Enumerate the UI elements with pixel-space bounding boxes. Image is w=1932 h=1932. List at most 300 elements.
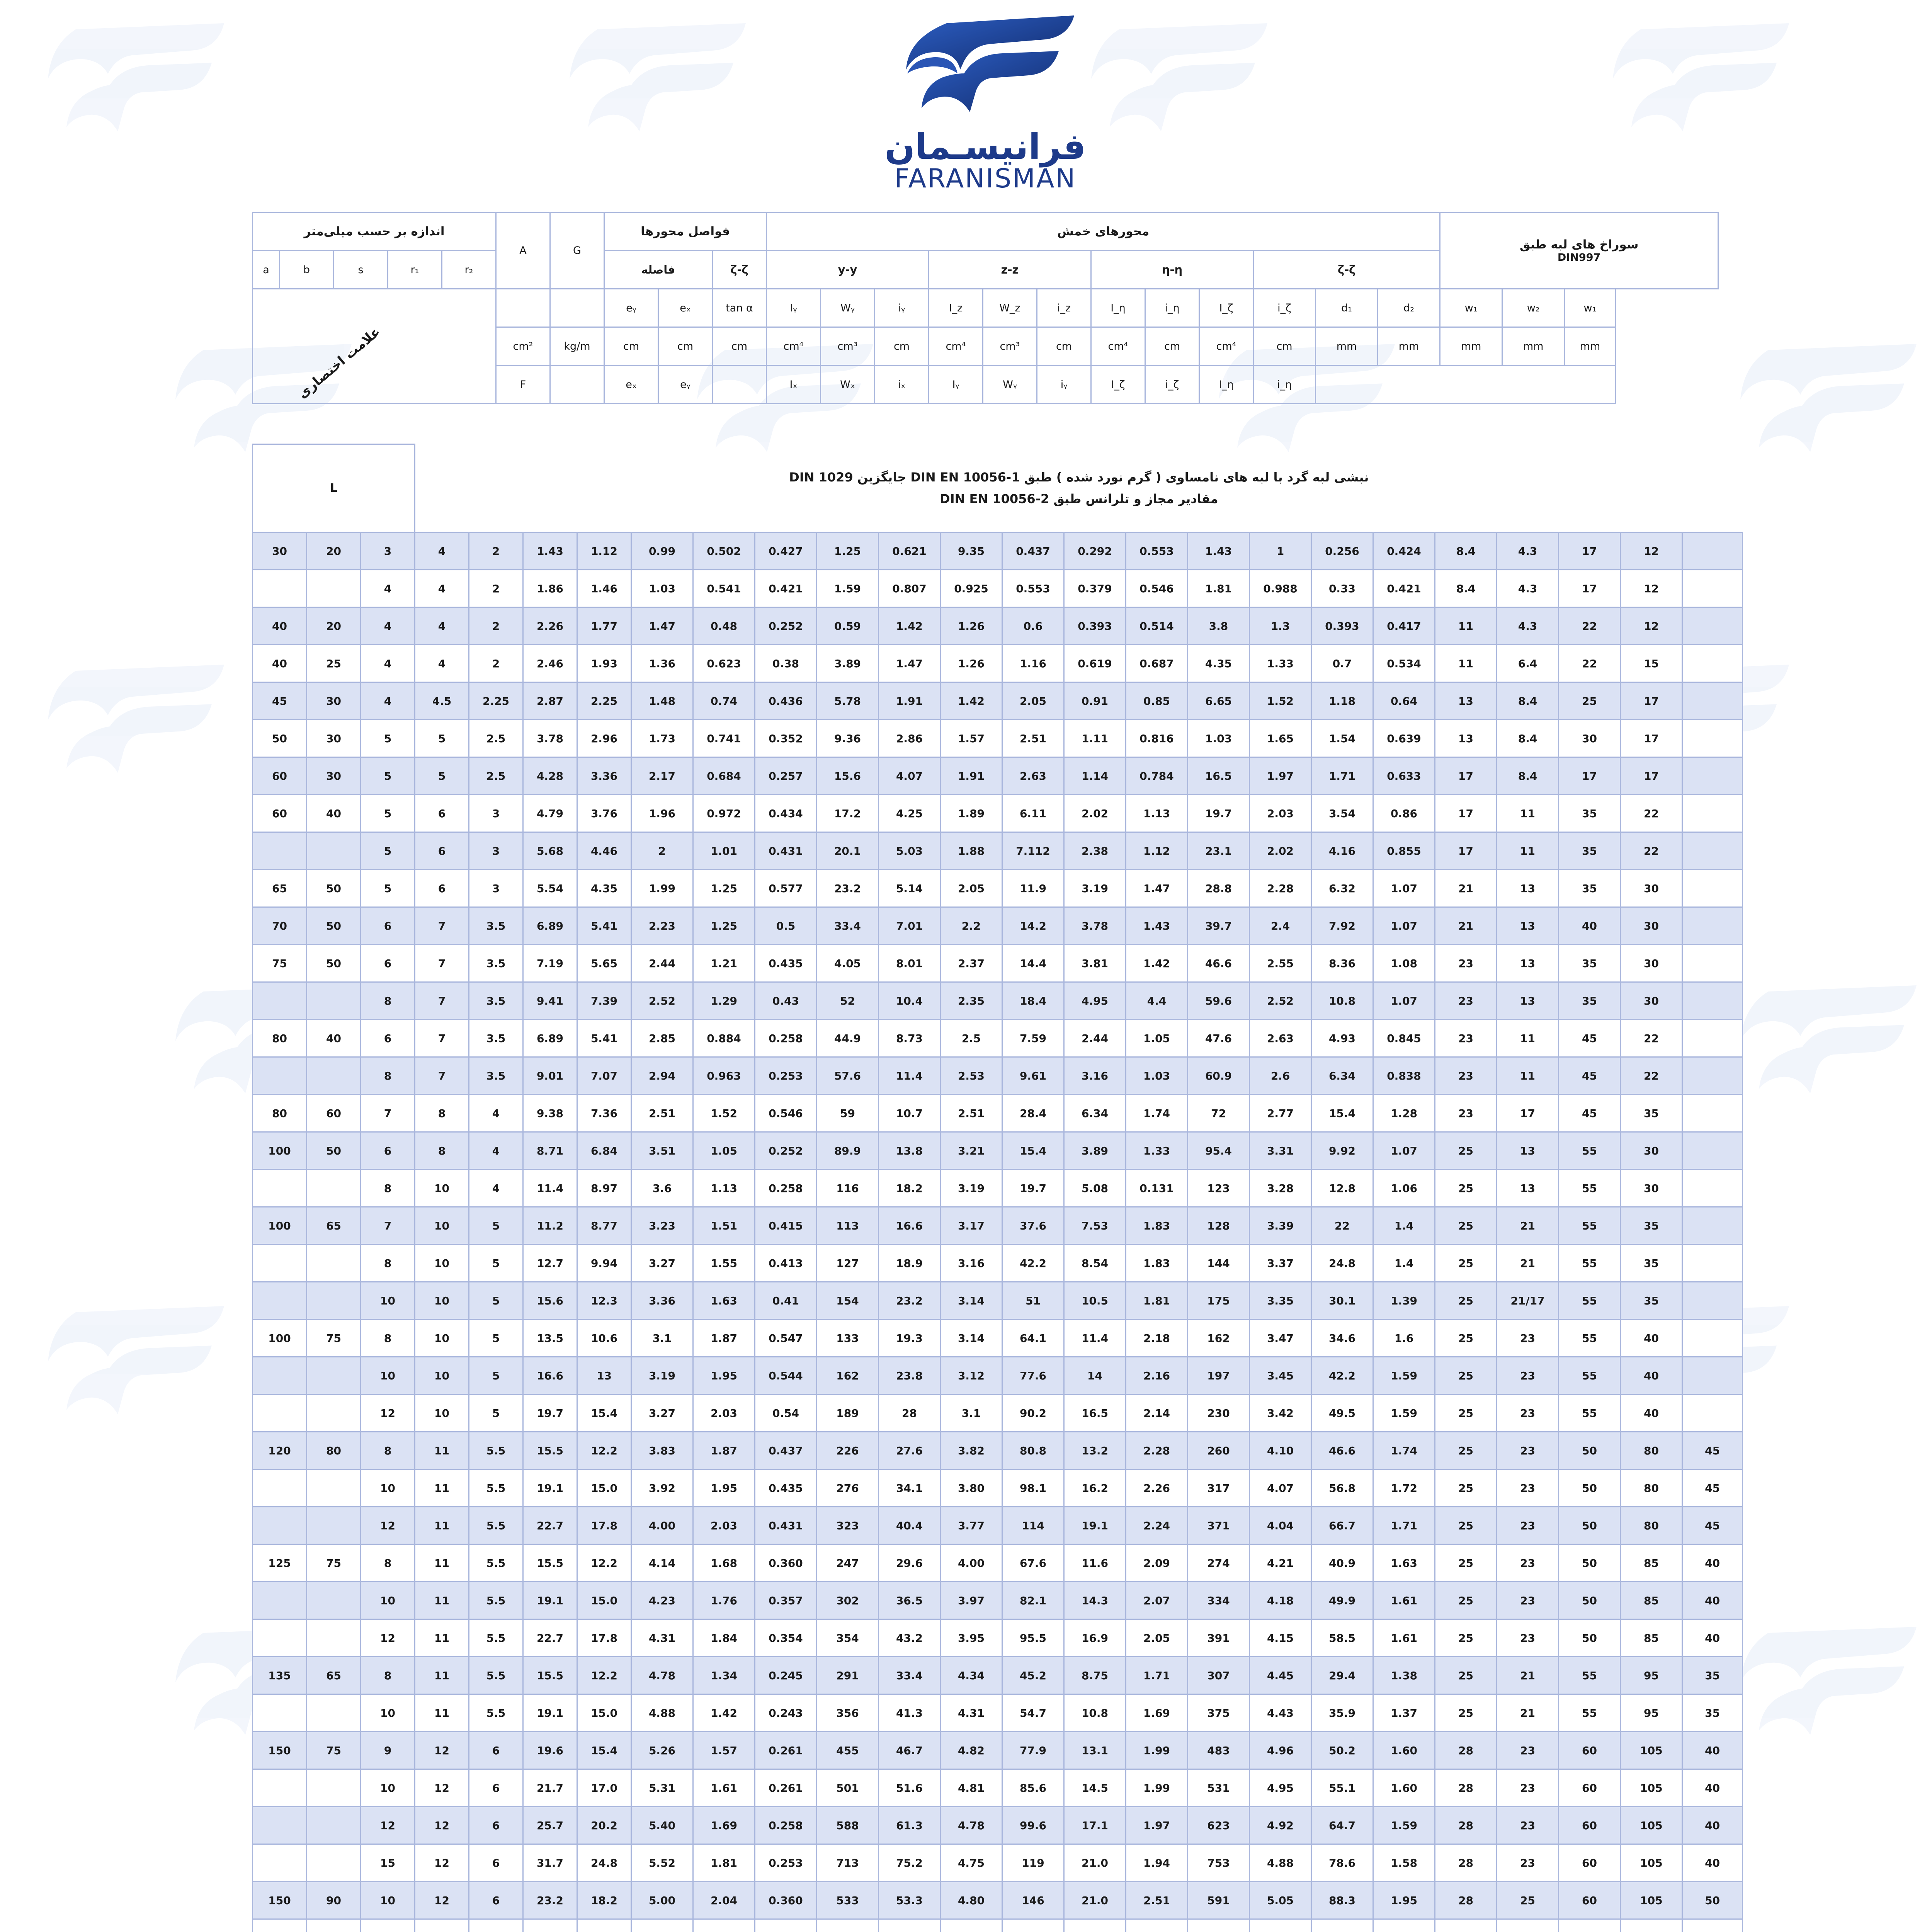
table-cell: 17 [1435, 832, 1497, 870]
table-cell: 3.82 [940, 1432, 1002, 1469]
table-cell: 27.6 [879, 1432, 940, 1469]
table-row [253, 795, 1743, 832]
table-cell: 12.8 [1311, 1170, 1373, 1207]
table-cell: 4.28 [523, 757, 577, 795]
table-cell: 3.45 [1250, 1357, 1311, 1395]
table-cell: 10 [361, 1694, 415, 1732]
table-cell: 60 [253, 795, 307, 832]
table-cell [253, 1769, 307, 1807]
table-cell: 10.5 [1064, 1282, 1126, 1320]
table-cell: 3.54 [1311, 795, 1373, 832]
table-row [253, 532, 1743, 570]
alt-holes-blank [1316, 366, 1616, 404]
table-cell [1682, 720, 1743, 757]
table-cell: 40 [1682, 1769, 1743, 1807]
table-cell: 95 [1621, 1694, 1682, 1732]
table-cell: 4.75 [940, 1844, 1002, 1882]
table-cell: 7.53 [1064, 1207, 1126, 1245]
table-cell: 50 [307, 907, 361, 945]
table-cell: 1.91 [879, 682, 940, 720]
table-cell: 64.1 [1002, 1320, 1064, 1357]
table-cell: 5.5 [469, 1582, 523, 1619]
table-cell: 30 [1559, 720, 1621, 757]
table-cell: 0.261 [755, 1732, 817, 1769]
table-cell: 4.96 [1250, 1732, 1311, 1769]
table-cell: 1.03 [631, 570, 693, 607]
table-cell: 5.5 [469, 1619, 523, 1657]
table-cell: 3.35 [1250, 1282, 1311, 1320]
table-cell: 4.79 [523, 795, 577, 832]
table-cell: 0.421 [755, 570, 817, 607]
table-cell: 1.48 [631, 682, 693, 720]
table-cell: 2.5 [469, 720, 523, 757]
table-cell: 2.16 [1126, 1357, 1188, 1395]
table-cell: 85.6 [1002, 1769, 1064, 1807]
table-cell: 11.2 [523, 1207, 577, 1245]
table-cell: 2.5 [469, 757, 523, 795]
table-cell: 10.4 [879, 982, 940, 1020]
table-cell: 60 [1559, 1844, 1621, 1882]
table-cell: 85 [1621, 1582, 1682, 1619]
table-cell: 5.5 [469, 1694, 523, 1732]
table-cell: 0.357 [755, 1582, 817, 1619]
table-cell [1682, 907, 1743, 945]
alt-6: Iᵧ [929, 366, 983, 404]
table-cell: 1.47 [631, 607, 693, 645]
table-cell: 7 [415, 945, 469, 982]
table-cell: 35 [1559, 870, 1621, 907]
table-cell: 0.292 [1064, 532, 1126, 570]
table-cell: 57.6 [817, 1057, 879, 1095]
table-cell: 6.89 [523, 1020, 577, 1057]
table-cell: 75.2 [879, 1844, 940, 1882]
table-cell: 12 [361, 1807, 415, 1844]
table-cell: 16.5 [1064, 1395, 1126, 1432]
table-cell: 40 [307, 795, 361, 832]
table-cell: 2.03 [693, 1507, 755, 1544]
blank-a [496, 289, 550, 327]
table-cell: 66.7 [1311, 1507, 1373, 1544]
table-cell: 4.21 [1250, 1544, 1311, 1582]
table-cell: 3.83 [631, 1432, 693, 1469]
table-cell: 2.96 [577, 720, 631, 757]
table-cell: 55.1 [1311, 1769, 1373, 1807]
table-cell [307, 982, 361, 1020]
table-cell: 7 [361, 1095, 415, 1132]
table-cell: 5.65 [577, 945, 631, 982]
table-cell: 0.258 [755, 1807, 817, 1844]
caption-line-1: نبشی لبه گرد با لبه های نامساوی ( گرم نورد شده ) طبق DIN EN 10056-1 جایگزین DIN 1029 [789, 469, 1369, 485]
table-cell: 35 [1621, 1095, 1682, 1132]
table-cell: 2.25 [469, 682, 523, 720]
table-cell: 11 [1497, 1020, 1559, 1057]
table-cell: 4.82 [940, 1732, 1002, 1769]
table-cell: 0.257 [755, 757, 817, 795]
table-cell: 14.3 [1064, 1582, 1126, 1619]
table-cell: 0.258 [755, 1020, 817, 1057]
table-cell: 20.2 [577, 1807, 631, 1844]
table-cell: 4 [415, 570, 469, 607]
table-cell: 75 [307, 1544, 361, 1582]
table-cell [1311, 1919, 1373, 1932]
table-cell: 0.684 [693, 757, 755, 795]
table-cell [253, 1057, 307, 1095]
table-cell [1002, 1919, 1064, 1932]
table-cell: 0.74 [693, 682, 755, 720]
table-cell: 23 [1497, 1507, 1559, 1544]
table-cell: 9 [361, 1732, 415, 1769]
table-cell: 11 [415, 1619, 469, 1657]
table-cell: 391 [1188, 1619, 1250, 1657]
table-cell: 0.431 [755, 1507, 817, 1544]
table-cell: 43.2 [879, 1619, 940, 1657]
table-cell: 10 [415, 1320, 469, 1357]
table-cell: 588 [817, 1807, 879, 1844]
table-cell: 90 [307, 1882, 361, 1919]
table-cell [1682, 1057, 1743, 1095]
table-cell: 25 [1435, 1245, 1497, 1282]
table-cell: 4.88 [1250, 1844, 1311, 1882]
table-cell: 12 [1621, 532, 1682, 570]
unit-8: cm [1037, 327, 1091, 366]
table-cell: 4.81 [940, 1769, 1002, 1807]
table-cell: 11 [1497, 832, 1559, 870]
table-cell: 1.77 [577, 607, 631, 645]
table-cell: 59 [817, 1095, 879, 1132]
table-cell: 4 [415, 645, 469, 682]
table-cell: 0.546 [1126, 570, 1188, 607]
table-cell: 98.1 [1002, 1469, 1064, 1507]
table-cell: 1.46 [577, 570, 631, 607]
table-cell: 55 [1559, 1282, 1621, 1320]
table-cell [940, 1919, 1002, 1932]
table-cell: 6.65 [1188, 682, 1250, 720]
table-cell: 1.05 [1126, 1020, 1188, 1057]
table-cell: 0.43 [755, 982, 817, 1020]
table-cell: 35.9 [1311, 1694, 1373, 1732]
table-cell: 34.1 [879, 1469, 940, 1507]
table-cell: 375 [1188, 1694, 1250, 1732]
table-cell: 1.4 [1373, 1245, 1435, 1282]
table-cell: 30 [1621, 945, 1682, 982]
unit-14: mm [1378, 327, 1440, 366]
table-cell: 144 [1188, 1245, 1250, 1282]
table-cell: 4.31 [631, 1619, 693, 1657]
table-cell: 75 [307, 1732, 361, 1769]
table-cell: 12 [361, 1395, 415, 1432]
table-cell: 45 [1559, 1020, 1621, 1057]
table-cell: 23.1 [1188, 832, 1250, 870]
table-cell: 15.5 [523, 1657, 577, 1694]
sym-d2: d₂ [1378, 289, 1440, 327]
table-cell: 1.21 [693, 945, 755, 982]
table-cell: 3.5 [469, 1057, 523, 1095]
table-cell [307, 1395, 361, 1432]
table-cell: 11 [415, 1657, 469, 1694]
table-cell: 8.36 [1311, 945, 1373, 982]
table-cell: 3.97 [940, 1582, 1002, 1619]
table-cell: 1.57 [940, 720, 1002, 757]
table-cell: 6 [415, 870, 469, 907]
table-cell: 13.1 [1064, 1732, 1126, 1769]
table-cell: 1.61 [1373, 1582, 1435, 1619]
table-cell: 30 [307, 682, 361, 720]
table-cell: 4.93 [1311, 1020, 1373, 1057]
table-cell [1682, 945, 1743, 982]
table-cell: 17.2 [817, 795, 879, 832]
table-cell: 28.8 [1188, 870, 1250, 907]
table-cell: 51.6 [879, 1769, 940, 1807]
table-cell: 302 [817, 1582, 879, 1619]
table-cell: 0.619 [1064, 645, 1126, 682]
table-cell: 1.69 [693, 1807, 755, 1844]
table-cell: 11.9 [1002, 870, 1064, 907]
table-cell: 3.16 [940, 1245, 1002, 1282]
table-cell: 11.6 [1064, 1544, 1126, 1582]
table-cell [1188, 1919, 1250, 1932]
table-cell [1682, 1020, 1743, 1057]
table-cell: 0.379 [1064, 570, 1126, 607]
table-cell: 0.393 [1311, 607, 1373, 645]
sym-izeta-small: i_ζ [1253, 289, 1316, 327]
table-row [253, 907, 1743, 945]
table-cell: 0.427 [755, 532, 817, 570]
alt-8: iᵧ [1037, 366, 1091, 404]
table-cell: 24.8 [577, 1844, 631, 1882]
table-cell: 1.63 [1373, 1544, 1435, 1582]
table-cell [253, 1245, 307, 1282]
table-cell: 7 [361, 1207, 415, 1245]
table-cell: 2.44 [631, 945, 693, 982]
table-cell: 17 [1621, 682, 1682, 720]
table-cell: 35 [1559, 832, 1621, 870]
table-cell: 80.8 [1002, 1432, 1064, 1469]
table-cell: 25 [1435, 1320, 1497, 1357]
table-cell: 2 [469, 570, 523, 607]
table-row [253, 1844, 1743, 1882]
table-cell: 50 [253, 720, 307, 757]
table-cell: 0.884 [693, 1020, 755, 1057]
table-row [253, 832, 1743, 870]
table-cell: 28 [1435, 1882, 1497, 1919]
table-cell: 1.91 [940, 757, 1002, 795]
table-cell: 25 [1435, 1170, 1497, 1207]
table-cell: 16.5 [1188, 757, 1250, 795]
table-cell: 5 [361, 757, 415, 795]
table-cell: 105 [1621, 1807, 1682, 1844]
table-cell: 1.11 [1064, 720, 1126, 757]
table-cell: 291 [817, 1657, 879, 1694]
table-cell: 45 [1559, 1095, 1621, 1132]
table-cell: 11 [1435, 607, 1497, 645]
table-cell: 46.7 [879, 1732, 940, 1769]
sym-iy: Iᵧ [767, 289, 821, 327]
table-cell: 4.45 [1250, 1657, 1311, 1694]
table-cell: 307 [1188, 1657, 1250, 1694]
table-cell: 17 [1497, 1095, 1559, 1132]
table-cell: 55 [1559, 1657, 1621, 1694]
watermark-logo-icon [1740, 985, 1917, 1094]
table-cell: 1.60 [1373, 1769, 1435, 1807]
table-cell: 1.07 [1373, 870, 1435, 907]
table-cell: 1 [1250, 532, 1311, 570]
table-cell: 0.38 [755, 645, 817, 682]
table-cell [307, 1245, 361, 1282]
table-cell: 31.7 [523, 1844, 577, 1882]
table-cell [1682, 682, 1743, 720]
watermark-logo-icon [48, 1306, 224, 1414]
table-cell: 354 [817, 1619, 879, 1657]
table-cell [1126, 1919, 1188, 1932]
table-cell [1621, 1919, 1682, 1932]
table-cell: 1.81 [693, 1844, 755, 1882]
table-cell: 0.553 [1002, 570, 1064, 607]
table-cell: 6 [469, 1732, 523, 1769]
table-cell [307, 1769, 361, 1807]
table-row [253, 1320, 1743, 1357]
table-cell: 13 [1497, 982, 1559, 1020]
table-cell: 0.41 [755, 1282, 817, 1320]
table-cell: 3.19 [1064, 870, 1126, 907]
table-cell: 10 [415, 1207, 469, 1245]
table-cell: 1.26 [940, 645, 1002, 682]
table-cell: 2.2 [940, 907, 1002, 945]
table-cell: 0.544 [755, 1357, 817, 1395]
table-cell: 41.3 [879, 1694, 940, 1732]
table-cell [1682, 1095, 1743, 1132]
table-cell: 80 [1621, 1432, 1682, 1469]
table-cell: 15.5 [523, 1432, 577, 1469]
table-cell: 15.0 [577, 1582, 631, 1619]
table-cell: 2.4 [1250, 907, 1311, 945]
table-cell [307, 1919, 361, 1932]
table-cell: 533 [817, 1882, 879, 1919]
alt-2 [713, 366, 767, 404]
table-cell: 0.436 [755, 682, 817, 720]
table-cell: 65 [253, 870, 307, 907]
table-cell: 35 [1621, 1282, 1682, 1320]
angle-spec-table [252, 444, 1743, 1932]
table-row [253, 1095, 1743, 1132]
sym-d1: d₁ [1316, 289, 1378, 327]
table-cell: 1.95 [1373, 1882, 1435, 1919]
table-cell: 4.25 [879, 795, 940, 832]
table-cell: 1.13 [1126, 795, 1188, 832]
table-cell: 6 [361, 907, 415, 945]
table-cell: 60 [1559, 1769, 1621, 1807]
table-cell: 19.7 [1002, 1170, 1064, 1207]
table-cell: 162 [1188, 1320, 1250, 1357]
table-cell: 80 [253, 1020, 307, 1057]
alt-3: Iₓ [767, 366, 821, 404]
table-cell: 1.99 [1126, 1732, 1188, 1769]
table-cell: 4.35 [577, 870, 631, 907]
table-cell: 1.87 [693, 1432, 755, 1469]
table-cell: 1.68 [693, 1544, 755, 1582]
table-cell: 0.741 [693, 720, 755, 757]
table-cell: 0.855 [1373, 832, 1435, 870]
table-cell: 3.5 [469, 982, 523, 1020]
table-cell [253, 1282, 307, 1320]
table-cell: 11 [415, 1507, 469, 1544]
table-cell: 0.424 [1373, 532, 1435, 570]
table-cell [253, 1844, 307, 1882]
weight-heading: G [550, 213, 604, 289]
table-cell [1682, 1132, 1743, 1170]
table-cell: 1.18 [1311, 682, 1373, 720]
table-cell: 13.2 [1064, 1432, 1126, 1469]
table-cell: 3.81 [1064, 945, 1126, 982]
table-cell: 1.99 [631, 870, 693, 907]
table-cell: 17 [1621, 720, 1682, 757]
table-cell: 10 [361, 1469, 415, 1507]
table-cell: 0.54 [755, 1395, 817, 1432]
table-cell: 1.03 [1126, 1057, 1188, 1095]
table-cell [253, 1507, 307, 1544]
table-cell: 0.577 [755, 870, 817, 907]
table-cell: 50 [1559, 1507, 1621, 1544]
table-cell: 1.87 [693, 1320, 755, 1357]
unit-13: mm [1316, 327, 1378, 366]
table-cell: 6 [361, 945, 415, 982]
table-cell: 2.02 [1064, 795, 1126, 832]
table-cell: 80 [253, 1095, 307, 1132]
table-cell: 4.05 [817, 945, 879, 982]
table-cell: 21 [1497, 1657, 1559, 1694]
table-cell: 3.95 [940, 1619, 1002, 1657]
table-cell [1682, 532, 1743, 570]
unit-4: cm³ [821, 327, 875, 366]
table-cell: 1.43 [523, 532, 577, 570]
table-cell: 25 [1435, 1694, 1497, 1732]
table-cell: 3.14 [940, 1282, 1002, 1320]
table-cell: 1.81 [1188, 570, 1250, 607]
table-cell: 15 [1621, 645, 1682, 682]
table-cell: 3 [469, 870, 523, 907]
table-cell: 1.74 [1126, 1095, 1188, 1132]
table-cell: 4.34 [940, 1657, 1002, 1694]
table-cell: 13.5 [523, 1320, 577, 1357]
table-cell: 0.6 [1002, 607, 1064, 645]
table-cell: 5 [469, 1245, 523, 1282]
table-cell: 0.534 [1373, 645, 1435, 682]
table-cell: 3.23 [631, 1207, 693, 1245]
table-cell: 9.01 [523, 1057, 577, 1095]
table-cell: 30.1 [1311, 1282, 1373, 1320]
table-cell: 7.59 [1002, 1020, 1064, 1057]
table-cell: 50.2 [1311, 1732, 1373, 1769]
table-cell: 5 [469, 1282, 523, 1320]
table-cell: 1.47 [1126, 870, 1188, 907]
table-cell: 20 [307, 607, 361, 645]
table-cell: 455 [817, 1732, 879, 1769]
table-cell: 55 [1559, 1694, 1621, 1732]
table-cell: 2.51 [940, 1095, 1002, 1132]
table-cell: 5.5 [469, 1544, 523, 1582]
brand-name-fa: فرانیسـمان [884, 126, 1086, 167]
table-cell: 8 [361, 1432, 415, 1469]
table-cell: 0.245 [755, 1657, 817, 1694]
table-cell: 22 [1621, 1057, 1682, 1095]
table-cell: 4.92 [1250, 1807, 1311, 1844]
table-cell: 11 [1497, 1057, 1559, 1095]
table-cell: 5.40 [631, 1807, 693, 1844]
table-cell: 12 [1621, 607, 1682, 645]
table-cell: 0.415 [755, 1207, 817, 1245]
table-cell: 85 [1621, 1544, 1682, 1582]
table-cell: 713 [817, 1844, 879, 1882]
table-cell: 33.4 [817, 907, 879, 945]
